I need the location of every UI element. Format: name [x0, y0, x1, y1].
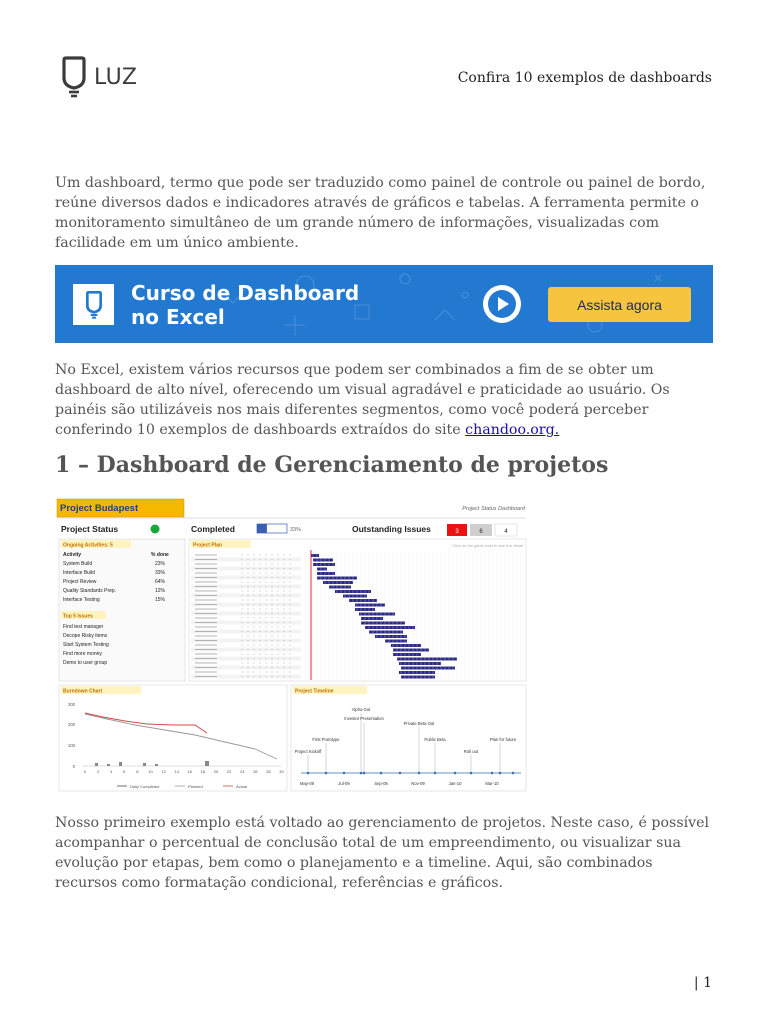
timeline-event: Investor Presentation: [344, 716, 384, 721]
timeline-dot: [418, 772, 421, 775]
activity-pct: 12%: [155, 588, 166, 594]
activity-name: Interface Build: [63, 570, 95, 576]
timeline-event: Plan for future: [489, 737, 517, 742]
burndown-x-tick: 8: [136, 769, 139, 774]
gantt-bar: [311, 554, 319, 557]
daily-completed-bar: [143, 763, 146, 766]
daily-completed-bar: [107, 764, 110, 766]
gantt-bar: [329, 586, 351, 589]
burndown-x-tick: 2: [96, 769, 100, 774]
gantt-bar: [361, 622, 405, 625]
completed-label: Completed: [191, 524, 235, 534]
gantt-bar: [317, 568, 327, 571]
timeline-dot: [360, 772, 363, 775]
gantt-bar: [343, 595, 367, 598]
gantt-bar: [323, 581, 353, 584]
timeline-axis-label: Mar-10: [485, 781, 499, 786]
activity-pct: 15%: [155, 597, 166, 603]
burndown-panel: [59, 685, 287, 791]
burndown-x-tick: 22: [226, 769, 232, 774]
burndown-x-tick: 24: [239, 769, 245, 774]
activity-name: Project Review: [63, 579, 97, 585]
section-heading: 1 – Dashboard de Gerenciamento de projetos: [55, 452, 609, 478]
daily-completed-bar: [205, 761, 209, 766]
project-plan-hint: Click on the gantt chart to see it in detail: [452, 543, 523, 548]
example-description: Nosso primeiro exemplo está voltado ao gerenciamento de projetos. Neste caso, é possível acompanhar o percentual de conclusão total de um empreendimento, ou visualizar sua evolução por etapas, bem como o planejamento e a timeline. Aqui, são combinados recursos como formatação condicional, referências e gráficos.: [55, 815, 710, 891]
top-issue: Start System Testing: [63, 642, 109, 648]
timeline-axis-label: Nov-09: [411, 781, 425, 786]
logo-text: LUZ: [94, 64, 138, 90]
activity-name: Quality Standards Prep.: [63, 588, 117, 594]
timeline-dot: [454, 772, 457, 775]
banner-title-line2: no Excel: [131, 305, 225, 329]
lightbulb-icon: [83, 291, 105, 319]
project-dashboard-image: [55, 497, 528, 795]
timeline-dot: [470, 772, 473, 775]
timeline-event: Public Beta: [424, 737, 446, 742]
timeline-dot: [363, 772, 366, 775]
gantt-bar: [393, 653, 421, 656]
gantt-bar: [313, 563, 335, 566]
daily-completed-bar: [155, 764, 158, 766]
issue-count-3: 4: [504, 529, 508, 535]
activities-title: Ongoing Activities: 5: [63, 542, 113, 549]
banner-logo: [73, 284, 114, 325]
play-icon: [483, 285, 521, 323]
timeline-axis-label: May-09: [300, 781, 314, 786]
legend-actual: Actual: [236, 784, 248, 789]
burndown-x-tick: 12: [161, 769, 166, 774]
project-name: Project Budapest: [60, 503, 139, 514]
burndown-x-tick: 18: [200, 769, 206, 774]
timeline-event: Project Kickoff: [294, 749, 322, 754]
timeline-dot: [380, 772, 383, 775]
activities-col-activity: Activity: [63, 552, 82, 558]
course-banner[interactable]: [55, 265, 713, 343]
timeline-dot: [512, 772, 515, 775]
burndown-title: Burndown Chart: [63, 688, 103, 695]
burndown-x-tick: 4: [110, 769, 113, 774]
timeline-dot: [399, 772, 402, 775]
gantt-bar: [401, 676, 435, 679]
burndown-x-tick: 14: [174, 769, 179, 774]
timeline-dot: [307, 772, 310, 775]
daily-completed-bar: [95, 763, 98, 766]
top-issue: Find test manager: [63, 624, 104, 630]
dashboard-subtitle: Project Status Dashboard: [462, 506, 525, 512]
timeline-dot: [491, 772, 494, 775]
gantt-bar: [349, 599, 377, 602]
chandoo-link[interactable]: chandoo.org.: [465, 422, 560, 438]
burndown-x-tick: 30: [279, 769, 284, 774]
timeline-title: Project Timeline: [295, 688, 334, 695]
burndown-y-tick: 200: [68, 722, 75, 727]
gantt-bar: [365, 626, 415, 629]
top-issue: Decope Risky items: [63, 633, 108, 639]
burndown-x-tick: 6: [123, 769, 126, 774]
activity-name: System Build: [63, 561, 93, 567]
lightbulb-icon: [58, 56, 90, 98]
gantt-bar: [393, 649, 429, 652]
top-issues-title: Top 5 Issues: [63, 613, 93, 620]
project-plan-title: Project Plan: [193, 542, 222, 549]
timeline-axis-label: Jan-10: [448, 781, 462, 786]
timeline-event: Private Beta Out: [403, 721, 435, 726]
legend-daily: Daily Completed: [130, 784, 160, 789]
intro-paragraph: Um dashboard, termo que pode ser traduzido como painel de controle ou painel de bordo, reúne diversos dados e indicadores através de gráficos e tabelas. A ferramenta permite o monitoramento simultâneo de um grande número de informações, visualizadas com facilidade em um único ambiente.: [55, 175, 706, 251]
play-button[interactable]: [483, 285, 521, 323]
recursos-paragraph: [55, 360, 715, 440]
gantt-bar: [391, 644, 421, 647]
recursos-text: No Excel, existem vários recursos que podem ser combinados a fim de se obter um dashboard de alto nível, oferecendo um visual agradável e praticidade ao usuário. Os painéis são utilizáveis nos mais diferentes segmentos, como você poderá perceber conferindo 10 exemplos de dashboards extraídos do site: [55, 362, 670, 438]
page-number: | 1: [693, 975, 712, 991]
burndown-x-tick: 0: [83, 769, 87, 774]
gantt-bar: [399, 662, 441, 665]
completed-pct: 33%: [290, 527, 302, 533]
gantt-bar: [397, 658, 457, 661]
timeline-axis-label: Jul-09: [338, 781, 350, 786]
burndown-x-tick: 16: [187, 769, 193, 774]
daily-completed-bar: [119, 762, 122, 766]
timeline-event: Alpha Out: [351, 707, 371, 712]
gantt-bar: [385, 640, 407, 643]
outstanding-label: Outstanding Issues: [352, 524, 431, 534]
timeline-dot: [343, 772, 346, 775]
timeline-axis-label: Sep-09: [374, 781, 388, 786]
banner-title: [131, 281, 359, 329]
timeline-event: Roll out: [463, 749, 479, 754]
burndown-x-tick: 20: [213, 769, 219, 774]
top-issue: Find more money: [63, 651, 102, 657]
luz-logo: [58, 56, 137, 98]
burndown-x-tick: 28: [266, 769, 271, 774]
gantt-bar: [361, 617, 383, 620]
activity-pct: 33%: [155, 570, 166, 576]
watch-now-button[interactable]: Assista agora: [548, 287, 691, 322]
timeline-dot: [434, 772, 437, 775]
gantt-bar: [355, 604, 385, 607]
timeline-event: First Prototype: [312, 737, 340, 742]
top-issue: Demo to user group: [63, 660, 108, 666]
activities-col-done: % done: [151, 552, 169, 558]
timeline-dot: [325, 772, 328, 775]
gantt-bar: [317, 572, 335, 575]
gantt-bar: [369, 631, 403, 634]
document-title: Confira 10 exemplos de dashboards: [457, 70, 712, 86]
gantt-bar: [313, 559, 333, 562]
burndown-y-tick: 300: [68, 702, 75, 707]
legend-planned: Planned: [188, 784, 203, 789]
activity-pct: 64%: [155, 579, 166, 585]
issue-count-1: 3: [455, 529, 459, 535]
banner-title-line1: Curso de Dashboard: [131, 281, 360, 305]
project-status-label: Project Status: [61, 524, 119, 534]
activity-name: Interface Testing: [63, 597, 100, 603]
completed-bar-fill: [257, 524, 267, 533]
activity-pct: 23%: [155, 561, 166, 567]
status-indicator: [151, 525, 160, 534]
timeline-dot: [499, 772, 502, 775]
burndown-x-tick: 26: [253, 769, 258, 774]
gantt-bar: [375, 635, 407, 638]
burndown-y-tick: 0: [72, 764, 75, 769]
issue-count-2: 6: [479, 529, 483, 535]
burndown-x-tick: 10: [148, 769, 153, 774]
burndown-y-tick: 100: [68, 743, 75, 748]
